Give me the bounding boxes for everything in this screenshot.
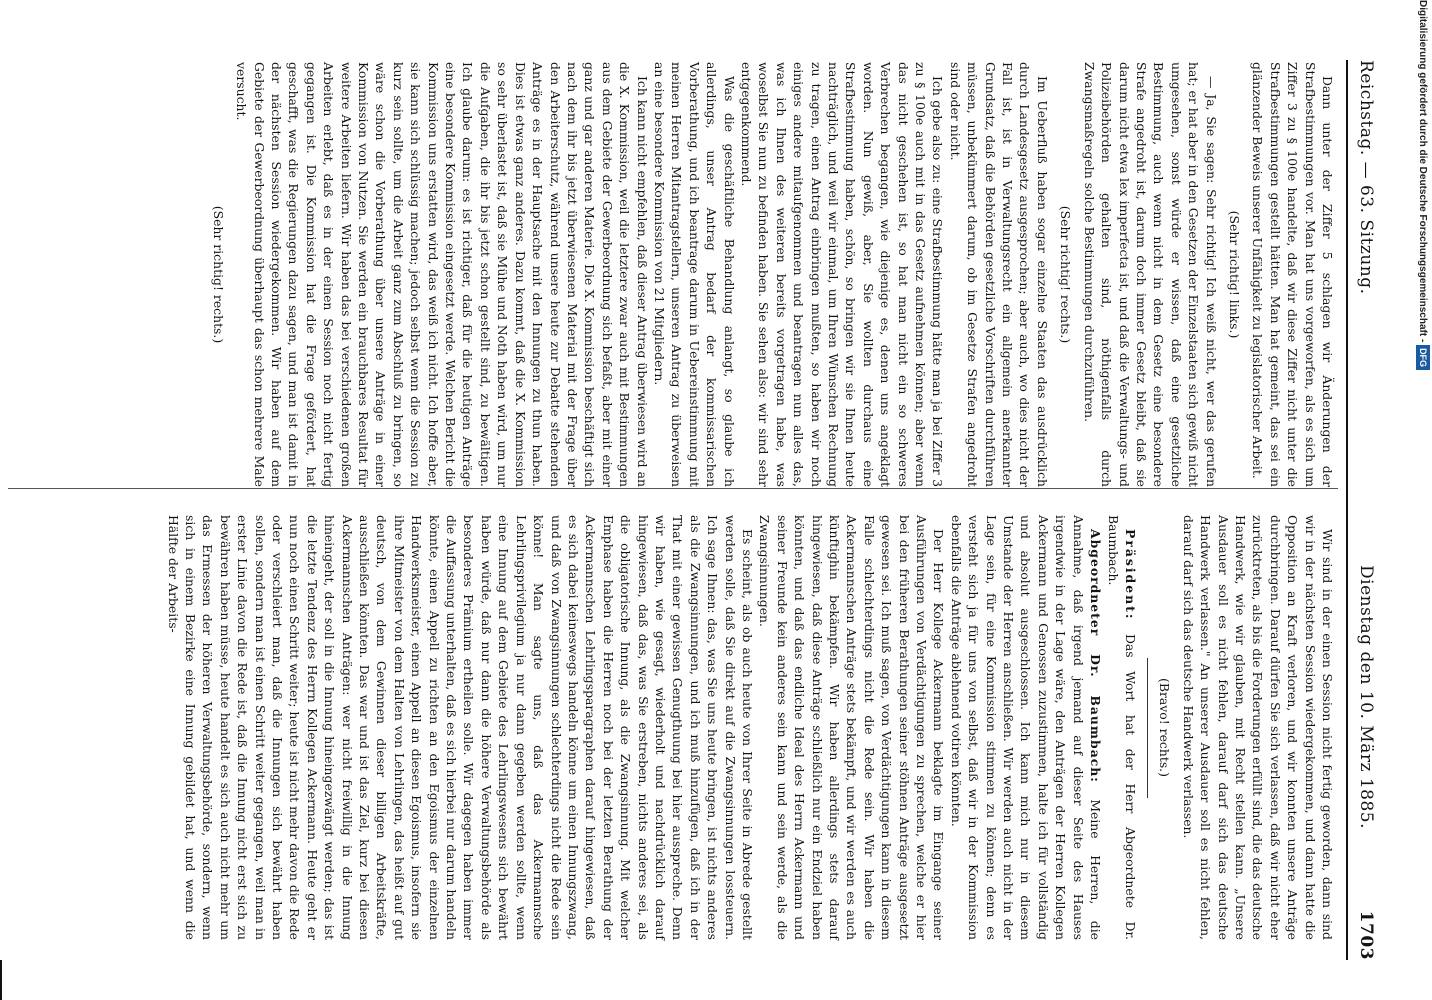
right-column [164, 515, 1336, 940]
president-statement [1104, 515, 1139, 940]
header-rule [1346, 60, 1348, 960]
paragraph: Der Herr Kollege Ackermann beklagte im Eingange seiner Ausführungen von Verdächtigungen zu sprechen, welche er hier bei den früheren Berathungen seiner stöhnen Anträge ausgesetzt gewesen sei. Ich muß sagen, von Verdächtigungen kann in diesem Falle schlechterdings nicht die Rede sein. Wir haben die Ackermannschen Anträge stets bekämpft, und wir werden es auch künftighin bekämpfen. Wir haben allerdings stets darauf hingewiesen, daß diese Anträge schließlich nur ein Endziel haben könnten, und daß das endliche Ideal des Herrn Ackermann und seiner Freunde kein anderes sein kann und sein werde, als die Zwangsinnungen. [757, 515, 947, 940]
paragraph: Es scheint, als ob auch heute von Ihrer Seite in Abrede gestellt werden solle, daß Sie direkt auf die Zwangsinnungen lossteuern. Ich sage Ihnen: das, was Sie uns heute bringen, ist nichts anderes als die Zwangsinnungen, und ich muß hinzufügen, daß ich in der That mit einer gewissen Genugthuung bei hier ausspreche. Denn wir haben, wie gesagt, wiederholt und nachdrücklich darauf hingewiesen, daß das, was Sie erstreben, nichts anderes sei, als die obligatorische Innung, als die Zwangsinnung. Mit welcher Emphase haben die Herren noch bei der letzten Berathung der Ackermannschen Lehrlingsparagraphen darauf hingewiesen, daß es sich dabei keineswegs handeln könne um einen Innungszwang, und daß von Zwangsinnungen schlechterdings nicht die Rede sein könne! Man sagte uns, daß das Ackermannsche Lehrlingsprivilegium ja nur dann gegeben werden sollte, wenn eine Innung auf dem Gebiete des Lehrlingswesens sich bewährt haben würde, daß nur dann die höhere Verwaltungsbehörde als besonderes Prämium ertheilen solle. Wir dagegen haben immer die Auffassung unterhalten, daß es sich hierbei nur darum handeln könnte, einen Appell zu richten an den Egoismus der einzelnen Handwerksmeister, einen Appell an diesen Egoismus, insofern sie ihre Mitmeister von dem Halten von Lehrlingen, das heißt auf gut deutsch, von dem Gewinnen dieser billigen Arbeitskräfte, ausschließen könnten. Das war und ist das Ziel, kurz bei diesen Ackermannschen Anträgen: wer nicht freiwillig in die Innung hineingeht, der soll in die Innung hineingezwängt werden; das ist die letzte Tendenz des Herrn Kollegen Ackermann. Heute geht er nun noch einen Schritt weiter; heute ist nicht mehr davon die Rede oder verschleiert man, daß die Innungen sich bewährt haben sollen, sondern man ist einen Schritt weiter gegangen, weil man in erster Linie davon die Rede ist, daß die Innung nicht erst sich zu bewähren haben müsse, heute handelt es sich auch nicht mehr um das Ermessen der höheren Verwaltungsbehörde, sondern, wenn sich in einem Bezirke eine Innung gebildet hat, und wenn die Hälfte der Arbeits- [165, 515, 755, 940]
header-session: Reichstag. — 63. Sitzung. [1356, 60, 1376, 295]
speaker-label: Präsident: [1122, 529, 1138, 621]
dfg-credit-text: Digitalisierung gefördert durch die Deutsche Forschungsgemeinschaft - [1417, 0, 1428, 343]
page-number: 1703 [1356, 910, 1376, 960]
paragraph: — Ja, Sie sagen: Sehr richtig! Ich weiß nicht, wer das gerufen hat; er hat aber in den Gesetzen der Einzelstaaten sich gewiß nicht umgesehen, sonst würde er wissen, daß eine gesetzliche Bestimmung, auch wenn nicht in dem Gesetz eine besondere Strafe angedroht ist, darum doch immer Gesetz bleibt, daß sie darum nicht etwa lex imperfecta ist, und daß die Verwaltungs- und Polizeibehörden gehalten sind, nöthigenfalls durch Zwangsmaßregeln solche Bestimmungen durchzuführen. [1081, 62, 1219, 487]
paragraph: Dann unter der Ziffer 5 schlagen wir Änderungen der Strafbestimmungen vor. Man hat uns vorgeworfen, als es sich um Ziffer 3 zu § 100e handelte, daß wir diese Ziffer nicht unter die Strafbestimmungen gestellt hätten. Man hat gemeint, das sei ein glänzender Beweis unserer Unfähigkeit zu legislatorischer Arbeit. [1250, 62, 1335, 487]
header-date: Dienstag den 10. März 1885. [1356, 565, 1376, 829]
paragraph: Ich kann nicht empfehlen, daß dieser Antrag überwiesen wird an die X. Kommission, weil die letztere zwar auch mit Bestimmungen aus dem Gebiete der Gewerbeordnung sich befaßt, aber mit einer ganz und gar anderen Materie. Die X. Kommission beschäftigt sich nach dem ihr bis jetzt überwiesenen Material mit der Frage über den Arbeiterschutz, während unsere heute zur Debatte stehenden Anträge es in der Hauptsache mit den Innungen zu thun haben. Dies ist etwas ganz anderes. Dazu kommt, daß die X. Kommission so sehr überlastet ist, daß sie Mühe und Noth haben wird, um nur die Aufgaben, die ihr bis jetzt schon gestellt sind, zu bewältigen. Ich glaube darum: es ist richtiger, daß für die heutigen Anträge eine besondere Kommission eingesetzt werde. Welchen Bericht die Kommission uns erstatten wird, das weiß ich nicht. Ich hoffe aber, sie kann sich schlüssig machen; jedoch selbst wenn die Session zu kurz sein sollte, um die Arbeit ganz zum Abschluß zu bringen, so wäre schon die Vorberathung über unsere Anträge in einer Kommission von Nutzen. Sie werden ein brauchbares Resultat für weitere Arbeiten liefern. Wir haben das bei verschiedenen großen Arbeiten erlebt, daß es in der einen Session noch nicht fertig gegangen ist. Die Kommission hat die Frage gefördert, hat geschafft, was die Regierungen dazu sagen, und man ist damit in der nächsten Session wiedergekommen. Wir haben auf dem Gebiete der Gewerbeordnung überhaupt das schon mehrere Male versucht. [234, 62, 650, 487]
left-column [203, 62, 1336, 487]
column-divider [8, 488, 1338, 489]
speech-text: Meine Herren, die Annahme, daß irgend jemand auf dieser Seite des Hauses irgendwie in der Lage wäre, den Anträgen der Herren Kollegen Ackermann und Genossen zuzustimmen, halte ich für vollständig und absolut ausgeschlossen. Ich kann mich nur in diesem Umstande der Herren anschließen. Wir werden auch nicht in der Lage sein, für eine Kommission stimmen zu können; denn es versteht sich ja für uns von selbst, daß wir in der Kommission ebenfalls die Anträge ablehnend votiren könnten. [948, 515, 1104, 940]
interjection: (Sehr richtig! rechts.) [210, 205, 226, 344]
speaker-paragraph [947, 515, 1104, 940]
scanned-page [3, 0, 1408, 1000]
paragraph: Ich gebe also zu: eine Strafbestimmung hätte man ja bei Ziffer 3 zu § 100e auch mit in das Gesetz aufnehmen können; aber wenn das nicht geschehen ist, so hat man nicht ein so schweres Verbrechen begangen, wie diejenige es, denen uns angeklagt worden. Nun gewiß, aber, Sie wollten durchaus eine Strafbestimmung haben, schön, so bringen wir sie Ihnen heute nachträglich, und weil wir einmal, um Ihren Wünschen Rechnung zu tragen, einen Antrag einbringen mußten, so haben wir noch einiges andere mitaufgenommen und beantragen nun alles das, was ich Ihnen des weiteren bereits vorgetragen habe, was woselbst Sie nun zu befinden haben. Sie sehen also: wir sind sehr entgegenkommend. [739, 62, 946, 487]
paragraph: Was die geschäftliche Behandlung anlangt, so glaube ich allerdings, unser Antrag bedarf der kommissarischen Vorberathung, und ich beantrage darum in Uebereinstimmung mit meinen Herren Mitantragstellern, unseren Antrag zu überweisen an eine besondere Kommission von 21 Mitgliedern. [651, 62, 737, 487]
interjection: (Sehr richtig! links.) [1226, 210, 1242, 339]
interjection: (Bravo! rechts.) [1157, 678, 1173, 777]
interjection: (Sehr richtig! rechts.) [1058, 205, 1074, 344]
dfg-logo: DFG [1416, 345, 1430, 370]
scan-edge-mark [0, 960, 2, 1000]
section-divider [1147, 658, 1148, 798]
paragraph: Im Ueberfluß haben sogar einzelne Staaten das ausdrücklich durch Landesgesetz ausgesprochen; aber auch, wo dies nicht der Fall ist, ist in Verwaltungsrecht ein allgemein anerkannter Grundsatz, daß die Behörden gesetzliche Vorschriften durchführen müssen, unbekümmert darum, ob im Gesetze Strafen angedroht sind oder nicht. [947, 62, 1050, 487]
speaker-label: Abgeordneter Dr. Baumbach: [1088, 529, 1104, 783]
paragraph: Wir sind in der einen Session nicht fertig geworden, dann sind wir in der nächsten Session wiedergekommen, und dann hatte die Opposition an Kraft verloren, und wir konnten unsere Anträge durchbringen. Darauf dürfen Sie sich verlassen, daß wir nicht eher zurücktreten, als bis die Forderungen erfüllt sind, die das deutsche Handwerk, wie wir glauben, mit Recht stellen kann. „Unsere Ausdauer soll es nicht fehlen, darauf darf sich das deutsche Handwerk verlassen." An unserer Ausdauer soll es nicht fehlen, darauf darf sich das deutsche Handwerk verlassen. [1180, 515, 1335, 940]
dfg-sidebar [1412, 0, 1432, 1000]
page-header [1346, 60, 1376, 960]
speech-text: Das Wort hat der Herr Abgeordnete Dr. Baumbach. [1105, 515, 1138, 940]
